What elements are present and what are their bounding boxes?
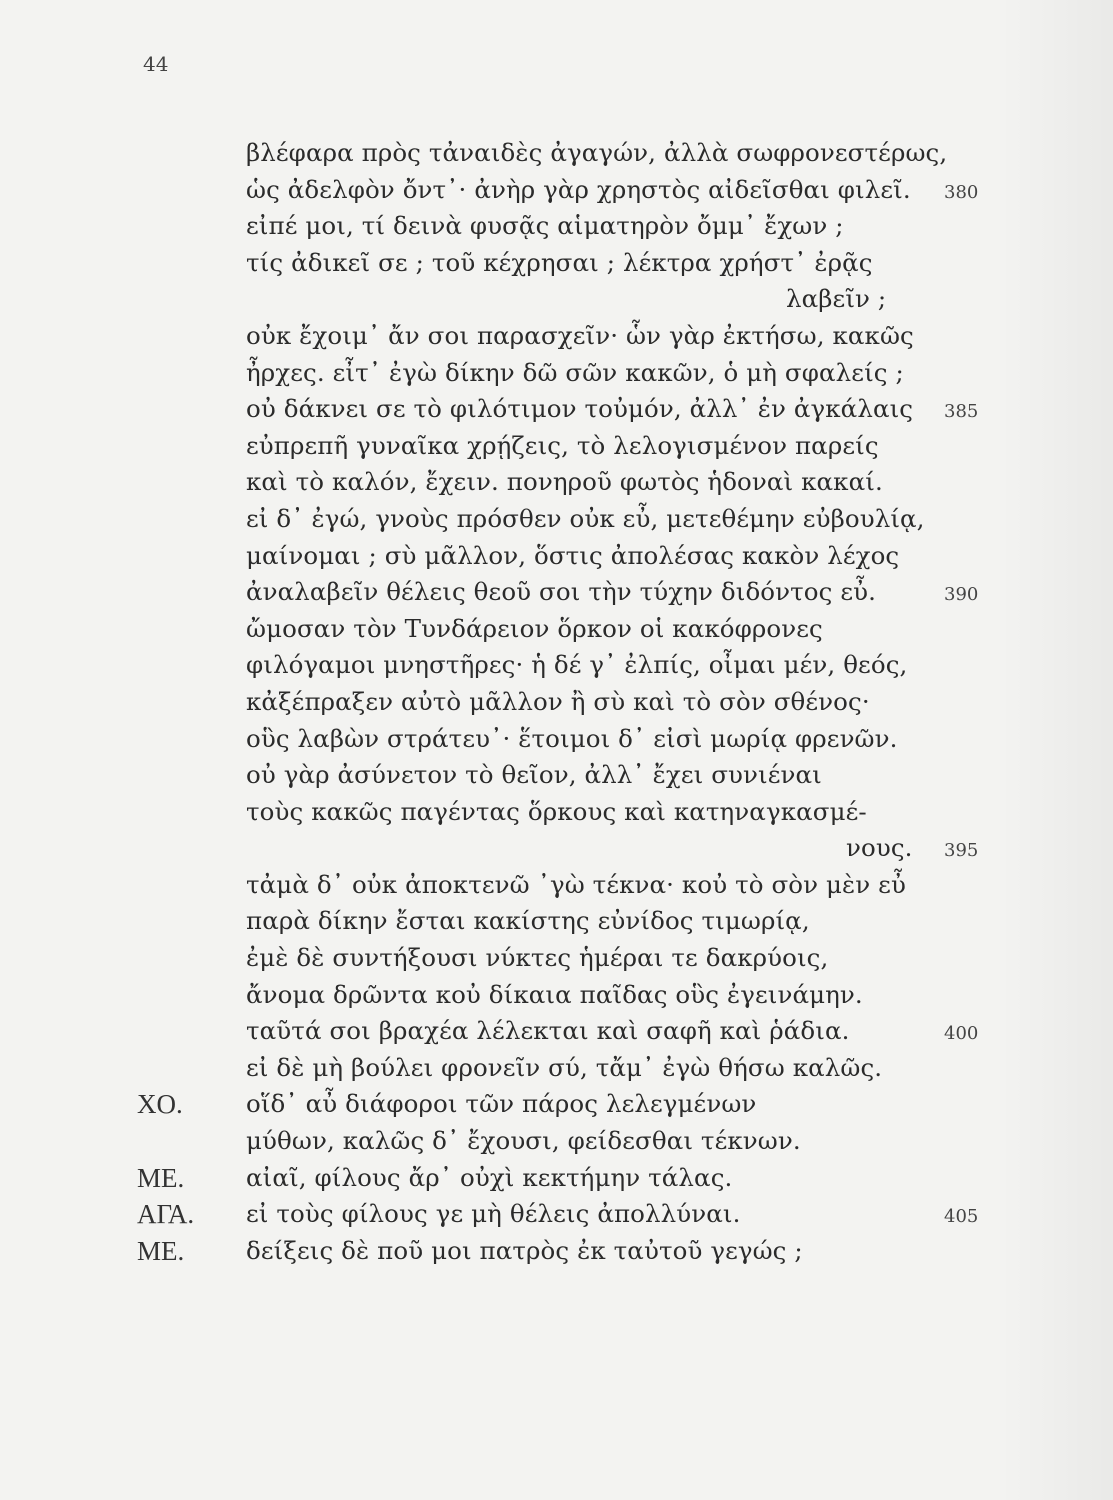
- verse-line: [0, 1086, 1113, 1123]
- verse-text: κἀξέπραξεν αὐτὸ μᾶλλον ἢ σὺ καὶ τὸ σὸν σθένος·: [246, 686, 870, 716]
- speaker-label: ΜΕ.: [137, 1235, 185, 1266]
- verse-text: οἵδ᾽ αὖ διάφοροι τῶν πάρος λελεγμένων: [246, 1089, 757, 1119]
- verse-text: παρὰ δίκην ἔσται κακίστης εὐνίδος τιμωρίᾳ,: [246, 906, 810, 936]
- verse-text: μαίνομαι ; σὺ μᾶλλον, ὅστις ἀπολέσας κακὸν λέχος: [246, 540, 900, 570]
- verse-text: ἦρχες. εἶτ᾽ ἐγὼ δίκην δῶ σῶν κακῶν, ὁ μὴ σφαλείς ;: [246, 357, 904, 387]
- verse-line: [0, 208, 1113, 245]
- verse-text: εἰ δ᾽ ἐγώ, γνοὺς πρόσθεν οὐκ εὖ, μετεθέμην εὐβουλίᾳ,: [246, 503, 925, 533]
- verse-text: ὡς ἀδελφὸν ὄντ᾽· ἀνὴρ γὰρ χρηστὸς αἰδεῖσθαι φιλεῖ.: [246, 174, 911, 204]
- line-number: 395: [944, 840, 979, 862]
- speaker-label: ΧΟ.: [137, 1089, 183, 1120]
- verse-text: οὓς λαβὼν στράτευ᾽· ἕτοιμοι δ᾽ εἰσὶ μωρίᾳ φρενῶν.: [246, 723, 898, 753]
- verse-text: καὶ τὸ καλόν, ἔχειν. πονηροῦ φωτὸς ἡδοναὶ κακαί.: [246, 467, 883, 497]
- verse-text: εἰ τοὺς φίλους γε μὴ θέλεις ἀπολλύναι.: [246, 1199, 741, 1229]
- verse-line: [0, 647, 1113, 684]
- verse-line: [0, 1196, 1113, 1233]
- verse-line: [0, 1233, 1113, 1270]
- verse-line: [0, 1160, 1113, 1197]
- verse-line: [0, 684, 1113, 721]
- verse-text: δείξεις δὲ ποῦ μοι πατρὸς ἐκ ταὐτοῦ γεγώς ;: [246, 1235, 803, 1265]
- verse-text: νους.: [846, 833, 913, 863]
- verse-text: μύθων, καλῶς δ᾽ ἔχουσι, φείδεσθαι τέκνων.: [246, 1126, 801, 1156]
- verse-line: [0, 1050, 1113, 1087]
- verse-line: [0, 611, 1113, 648]
- line-number: 390: [944, 584, 979, 606]
- verse-line: [0, 867, 1113, 904]
- verse-line: [0, 538, 1113, 575]
- speaker-label: ΜΕ.: [137, 1162, 185, 1193]
- verse-line: [0, 318, 1113, 355]
- verse-line: [0, 757, 1113, 794]
- verse-text: ταῦτά σοι βραχέα λέλεκται καὶ σαφῆ καὶ ῥάδια.: [246, 1016, 850, 1046]
- verse-text: οὐκ ἔχοιμ᾽ ἄν σοι παρασχεῖν· ὧν γὰρ ἐκτήσω, κακῶς: [246, 320, 914, 350]
- verse-text: εὐπρεπῆ γυναῖκα χρῄζεις, τὸ λελογισμένον παρείς: [246, 430, 879, 460]
- verse-text: τοὺς κακῶς παγέντας ὅρκους καὶ κατηναγκασμέ-: [246, 796, 867, 826]
- line-number: 405: [944, 1206, 979, 1228]
- verse-text: εἰ δὲ μὴ βούλει φρονεῖν σύ, τἄμ᾽ ἐγὼ θήσω καλῶς.: [246, 1052, 883, 1082]
- verse-line: [0, 574, 1113, 611]
- verse-line: [0, 428, 1113, 465]
- line-number: 380: [944, 181, 979, 203]
- verse-text: ἐμὲ δὲ συντήξουσι νύκτες ἡμέραι τε δακρύοις,: [246, 943, 829, 973]
- verse-text: βλέφαρα πρὸς τἀναιδὲς ἀγαγών, ἀλλὰ σωφρονεστέρως,: [246, 138, 948, 167]
- verse-text: ὤμοσαν τὸν Τυνδάρειον ὅρκον οἱ κακόφρονες: [246, 613, 823, 643]
- verse-line: [0, 721, 1113, 758]
- line-number: 385: [944, 401, 979, 423]
- verse-text: φιλόγαμοι μνηστῆρες· ἡ δέ γ᾽ ἐλπίς, οἶμαι μέν, θεός,: [246, 650, 908, 680]
- verse-line: [0, 391, 1113, 428]
- verse-line: [0, 281, 1113, 318]
- verse-text: ἀναλαβεῖν θέλεις θεοῦ σοι τὴν τύχην διδόντος εὖ.: [246, 577, 877, 607]
- line-number: 400: [944, 1023, 979, 1045]
- verse-line: [0, 501, 1113, 538]
- page-number: 44: [143, 52, 169, 76]
- verse-text: εἰπέ μοι, τί δεινὰ φυσᾷς αἱματηρὸν ὄμμ᾽ ἔχων ;: [246, 211, 844, 241]
- verse-line: [0, 172, 1113, 209]
- verse-text: τίς ἀδικεῖ σε ; τοῦ κέχρησαι ; λέκτρα χρήστ᾽ ἐρᾷς: [246, 247, 873, 277]
- verse-text: οὐ γὰρ ἀσύνετον τὸ θεῖον, ἀλλ᾽ ἔχει συνιέναι: [246, 760, 822, 790]
- verse-line: [0, 355, 1113, 392]
- verse-text: τἀμὰ δ᾽ οὐκ ἀποκτενῶ ᾽γὼ τέκνα· κοὐ τὸ σὸν μὲν εὖ: [246, 869, 906, 899]
- verse-line: [0, 245, 1113, 282]
- verse-line: [0, 830, 1113, 867]
- verse-text: αἰαῖ, φίλους ἄρ᾽ οὐχὶ κεκτήμην τάλας.: [246, 1162, 733, 1192]
- speaker-label: ΑΓΑ.: [137, 1199, 195, 1230]
- verse-text: λαβεῖν ;: [786, 284, 887, 314]
- verse-line: [0, 1123, 1113, 1160]
- verse-line: [0, 977, 1113, 1014]
- verse-line: [0, 464, 1113, 501]
- verse-line: [0, 1013, 1113, 1050]
- verse-text: οὐ δάκνει σε τὸ φιλότιμον τοὐμόν, ἀλλ᾽ ἐν ἀγκάλαις: [246, 394, 914, 424]
- verse-block: [0, 135, 1113, 1269]
- verse-text: ἄνομα δρῶντα κοὐ δίκαια παῖδας οὓς ἐγεινάμην.: [246, 979, 863, 1009]
- verse-line: [0, 903, 1113, 940]
- verse-line: [0, 940, 1113, 977]
- verse-line: [0, 794, 1113, 831]
- verse-line: [0, 135, 1113, 172]
